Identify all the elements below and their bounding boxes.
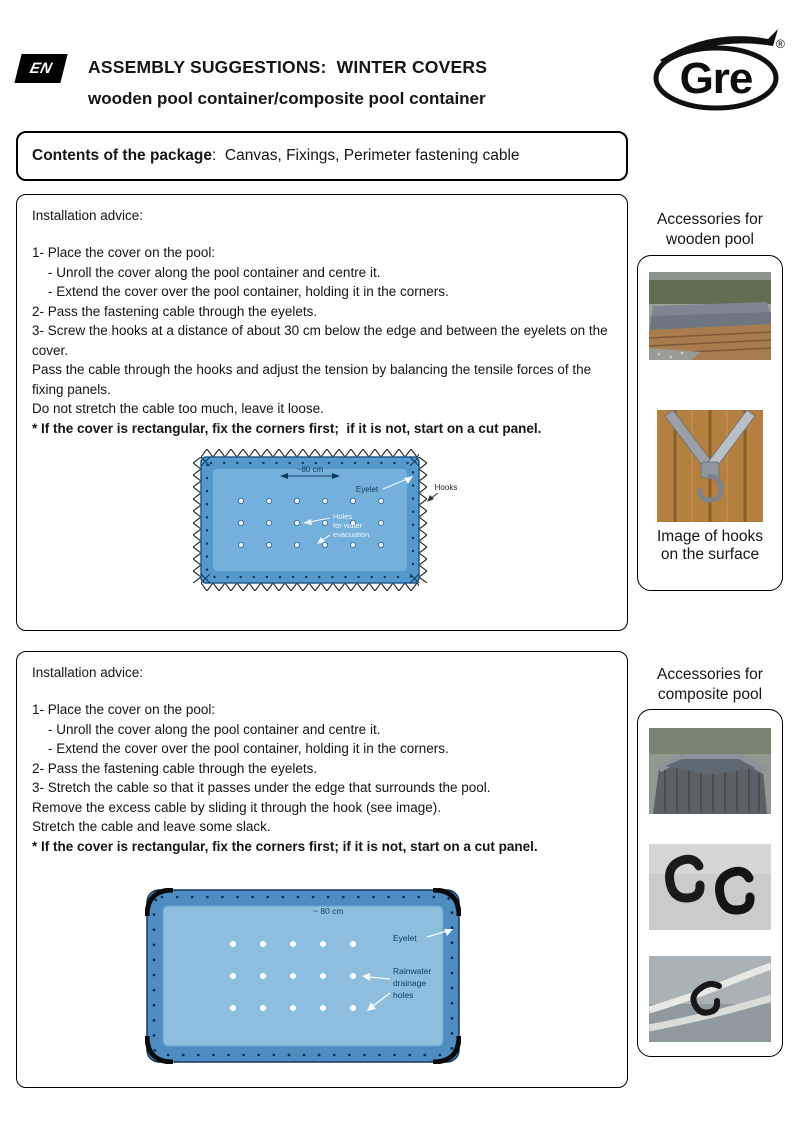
rainwater-label-line1: Rainwater — [393, 966, 432, 976]
composite-step-1b: - Extend the cover over the pool container, holding it in the corners. — [48, 741, 449, 756]
cable-zigzag-top — [201, 449, 419, 457]
sidebar-title-wooden: Accessories for wooden pool — [657, 211, 763, 248]
wooden-step-2: 2- Pass the fastening cable through the eyelets. — [32, 303, 318, 319]
composite-step-3: 3- Stretch the cable so that it passes under the edge that surrounds the pool. — [32, 780, 491, 795]
package-contents-items: : Canvas, Fixings, Perimeter fastening cable — [212, 147, 520, 164]
rainwater-label-line3: holes — [393, 990, 414, 1000]
gre-logo — [650, 24, 786, 114]
cable-zigzag-bottom — [201, 583, 419, 591]
eyelet-label: Eyelet — [355, 485, 379, 494]
wooden-step-3: 3- Screw the hooks at a distance of about 30 cm below the edge and between the eyelets on the cover. — [32, 323, 612, 358]
cable-zigzag-left — [193, 457, 201, 583]
sidebar-box-wooden — [637, 255, 783, 591]
holes-label-line2: for water — [333, 521, 363, 530]
cable-zigzag-right — [419, 457, 427, 583]
wooden-step-5: Do not stretch the cable too much, leave it loose. — [32, 401, 324, 416]
black-hooks-photo — [649, 844, 771, 930]
composite-step-5: Stretch the cable and leave some slack. — [32, 819, 271, 834]
composite-advice-heading: Installation advice: — [32, 665, 144, 680]
dimension-label: ~80 cm — [296, 465, 324, 474]
language-badge-label: EN — [27, 60, 55, 77]
cover-inner — [163, 906, 443, 1046]
package-contents-label: Contents of the package — [32, 147, 212, 164]
holes-label-line1: Holes — [333, 512, 353, 521]
logo-registered-mark: ® — [776, 37, 785, 51]
sidebar-caption-wooden: Image of hooks on the surface — [657, 528, 763, 563]
wooden-step-1: 1- Place the cover on the pool: — [32, 245, 216, 260]
wooden-step-1a: - Unroll the cover along the pool container and centre it. — [48, 264, 381, 280]
composite-step-1: 1- Place the cover on the pool: — [32, 702, 216, 717]
wooden-advice-heading: Installation advice: — [32, 208, 144, 223]
wooden-pool-covered-photo — [649, 272, 771, 360]
wooden-rectangular-note: * If the cover is rectangular, fix the corners first; if it is not, start on a cut panel. — [32, 420, 542, 436]
wooden-step-1b: - Extend the cover over the pool container, holding it in the corners. — [48, 284, 449, 299]
composite-step-4: Remove the excess cable by sliding it through the hook (see image). — [32, 799, 441, 815]
package-contents-box — [16, 131, 628, 181]
composite-cover-diagram — [145, 888, 461, 1064]
language-badge — [14, 54, 67, 83]
composite-rectangular-note: * If the cover is rectangular, fix the corners first; if it is not, start on a cut panel. — [32, 838, 538, 854]
composite-pool-instructions-section — [16, 651, 628, 1088]
hooks-label: Hooks — [434, 483, 458, 492]
page-subtitle: wooden pool container/composite pool container — [88, 89, 486, 108]
holes-label-line3: evacuation — [333, 530, 370, 539]
cable-hook-on-edge-photo — [649, 956, 771, 1042]
dimension-label: ~ 80 cm — [313, 906, 344, 916]
logo-brand-text: Gre — [679, 54, 753, 103]
hook-on-wood-photo — [657, 410, 763, 522]
wooden-cover-diagram — [175, 445, 467, 597]
sidebar-box-composite — [637, 709, 783, 1057]
wooden-step-4: Pass the cable through the hooks and adjust the tension by balancing the tensile forces of the fixing panels. — [32, 362, 595, 397]
composite-pool-covered-photo — [649, 728, 771, 814]
wooden-pool-instructions-section — [16, 194, 628, 631]
composite-step-1a: - Unroll the cover along the pool container and centre it. — [48, 721, 381, 737]
eyelet-label: Eyelet — [393, 933, 417, 943]
composite-step-2: 2- Pass the fastening cable through the eyelets. — [32, 760, 318, 776]
page-title: ASSEMBLY SUGGESTIONS: WINTER COVERS — [88, 57, 488, 77]
sidebar-title-composite: Accessories for composite pool — [657, 666, 763, 703]
rainwater-label-line2: drainage — [393, 978, 427, 988]
